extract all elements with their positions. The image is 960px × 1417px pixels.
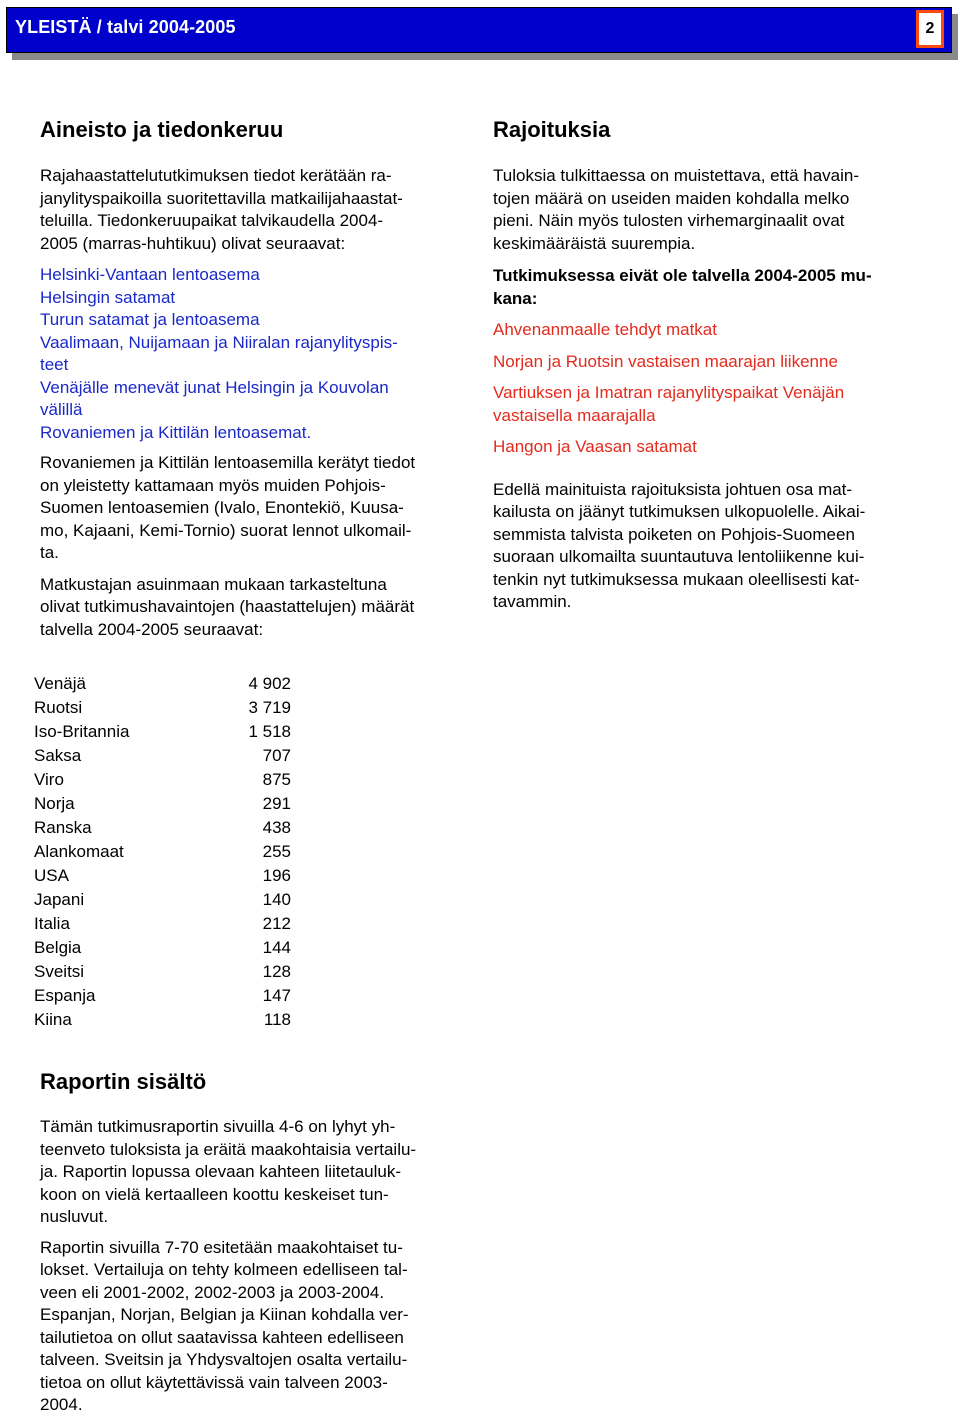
text-line: Rajahaastattelututkimuksen tiedot kerätään ra- [40,166,392,185]
text-line: tavammin. [493,592,572,611]
text-line: Hangon ja Vaasan satamat [493,437,697,456]
page-number: 2 [925,20,935,37]
text-line: teluilla. Tiedonkeruupaikat talvikaudella 2004- [40,211,384,230]
location-list [40,264,480,444]
table-row [34,696,291,720]
table-row [34,744,291,768]
country-name: Italia [34,914,70,933]
table-row [34,888,291,912]
table-row [34,936,291,960]
text-line: ta. [40,543,59,562]
country-count: 140 [262,890,291,909]
country-name: USA [34,866,69,885]
text-line: tojen määrä on useiden maiden kohdalla melko [493,188,850,208]
text-line: Matkustajan asuinmaan mukaan tarkasteltuna [40,574,387,594]
text-line: on yleistetty kattamaan myös muiden Pohjois- [40,475,386,495]
text-line: tailutietoa on ollut saatavissa kahteen edelliseen [40,1327,404,1347]
aineisto-heading: Aineisto ja tiedonkeruu [40,117,284,142]
country-name: Venäjä [34,674,86,693]
country-name: Viro [34,770,64,789]
text-line: nusluvut. [40,1207,109,1226]
country-count: 147 [262,986,291,1005]
exclusion-list [493,319,938,459]
text-line: koon on vielä kertaalleen koottu keskeiset tun- [40,1184,389,1204]
table-row [34,816,291,840]
text-line: keskimääräistä suurempia. [493,233,696,253]
country-count: 118 [263,1010,291,1029]
table-row [34,768,291,792]
location-item: Turun satamat ja lentoasema [40,310,260,329]
raportti-paragraph-1 [40,1116,480,1229]
country-table-body [34,672,291,1032]
country-name: Norja [34,794,75,813]
text-line: pieni. Näin myös tulosten virhemarginaalit ovat [493,211,845,230]
text-line: lokset. Vertailuja on tehty kolmeen edelliseen tal- [40,1260,408,1279]
country-count: 875 [262,770,291,789]
rajoituksia-bold-statement [493,265,938,310]
country-count: 291 [262,794,291,813]
text-line: suoraan ulkomailta suuntautuva lentoliikenne kui- [493,547,865,566]
country-name: Belgia [34,938,82,957]
text-line: Edellä mainituista rajoituksista johtuen osa mat- [493,479,853,499]
text-line: Ahvenanmaalle tehdyt matkat [493,320,717,339]
text-line: ja. Raportin lopussa olevaan kahteen liitetauluk- [40,1162,402,1181]
country-name: Ruotsi [34,698,83,717]
table-row [34,960,291,984]
text-line: semmista talvista poiketen on Pohjois-Suomeen [493,524,855,544]
text-line: Norjan ja Ruotsin vastaisen maarajan liikenne [493,351,838,371]
text-line: janylityspaikoilla suoritettavilla matkailijahaastat- [40,188,403,208]
page-title: YLEISTÄ / talvi 2004-2005 [15,17,236,37]
country-count: 196 [262,866,291,885]
location-item: välillä [40,400,83,419]
text-line: Raportin sivuilla 7-70 esitetään maakohtaiset tu- [40,1237,403,1257]
text-line: vastaisella maarajalla [493,405,656,425]
exclusion-item [493,351,938,374]
text-line: Suomen lentoasemien (Ivalo, Enontekiö, Kuusa- [40,498,404,517]
text-line: Rovaniemen ja Kittilän lentoasemilla kerätyt tiedot [40,453,416,472]
text-line: Tutkimuksessa eivät ole talvella 2004-2005 mu- [493,266,872,285]
text-line: Espanjan, Norjan, Belgian ja Kiinan kohdalla ver- [40,1305,409,1324]
country-count: 3 719 [248,698,291,717]
country-name: Kiina [34,1010,72,1029]
exclusion-item [493,382,938,427]
table-row [34,984,291,1008]
country-count: 255 [262,842,291,861]
rajoituksia-closing [493,479,938,614]
text-line: kana: [493,288,538,308]
text-line: Vartiuksen ja Imatran rajanylityspaikat Venäjän [493,383,845,402]
location-item: Venäjälle menevät junat Helsingin ja Kouvolan [40,377,389,397]
country-name: Japani [34,890,85,909]
raportti-paragraph-2 [40,1237,480,1417]
section-aineisto [40,116,480,641]
country-count: 438 [262,818,291,837]
country-count: 1 518 [248,722,291,741]
text-line: veen eli 2001-2002, 2002-2003 ja 2003-2004. [40,1282,385,1302]
table-row [34,672,291,696]
location-item: teet [40,355,69,374]
table-row [34,864,291,888]
exclusion-item [493,436,938,459]
text-line: Tuloksia tulkittaessa on muistettava, että havain- [493,166,859,185]
text-line: talveen. Sveitsin ja Yhdysvaltojen osalta vertailu- [40,1350,408,1369]
country-name: Saksa [34,746,82,765]
country-count: 707 [262,746,291,765]
country-name: Iso-Britannia [34,722,130,741]
text-line: Tämän tutkimusraportin sivuilla 4-6 on lyhyt yh- [40,1117,396,1136]
country-table [34,672,291,1032]
country-count: 128 [262,962,291,981]
text-line: mo, Kajaani, Kemi-Tornio) suorat lennot ulkomail- [40,520,412,540]
country-name: Ranska [34,818,92,837]
country-count: 4 902 [248,674,291,693]
rovaniemi-paragraph [40,452,480,565]
location-item: Vaalimaan, Nuijamaan ja Niiralan rajanylityspis- [40,332,398,352]
page-number-box [916,10,944,48]
country-name: Espanja [34,986,96,1005]
rajoituksia-intro [493,165,938,255]
aineisto-intro [40,165,480,255]
raportti-heading: Raportin sisältö [40,1069,207,1094]
location-item: Rovaniemen ja Kittilän lentoasemat. [40,422,312,442]
header-bar [6,7,952,53]
section-rajoituksia [493,116,938,614]
text-line: 2004. [40,1395,83,1414]
text-line: tenkin nyt tutkimuksessa mukaan oleellisesti kat- [493,569,860,589]
table-row [34,912,291,936]
table-row [34,840,291,864]
table-row [34,720,291,744]
section-raportti [40,1068,480,1417]
location-item: Helsingin satamat [40,287,176,307]
text-line: kailusta on jäänyt tutkimuksen ulkopuolelle. Aikai- [493,502,866,521]
text-line: teenveto tuloksista ja eräitä maakohtaisia vertailu- [40,1139,417,1159]
matkustaja-paragraph [40,574,480,642]
rajoituksia-heading: Rajoituksia [493,117,611,142]
country-name: Sveitsi [34,962,85,981]
country-count: 144 [262,938,291,957]
table-row [34,792,291,816]
country-count: 212 [262,914,291,933]
country-name: Alankomaat [34,842,124,861]
table-row [34,1008,291,1032]
text-line: tietoa on ollut käytettävissä vain talveen 2003- [40,1372,388,1392]
text-line: talvella 2004-2005 seuraavat: [40,619,264,639]
location-item: Helsinki-Vantaan lentoasema [40,265,260,284]
text-line: 2005 (marras-huhtikuu) olivat seuraavat: [40,233,346,253]
text-line: olivat tutkimushavaintojen (haastattelujen) määrät [40,597,415,616]
exclusion-item [493,319,938,342]
